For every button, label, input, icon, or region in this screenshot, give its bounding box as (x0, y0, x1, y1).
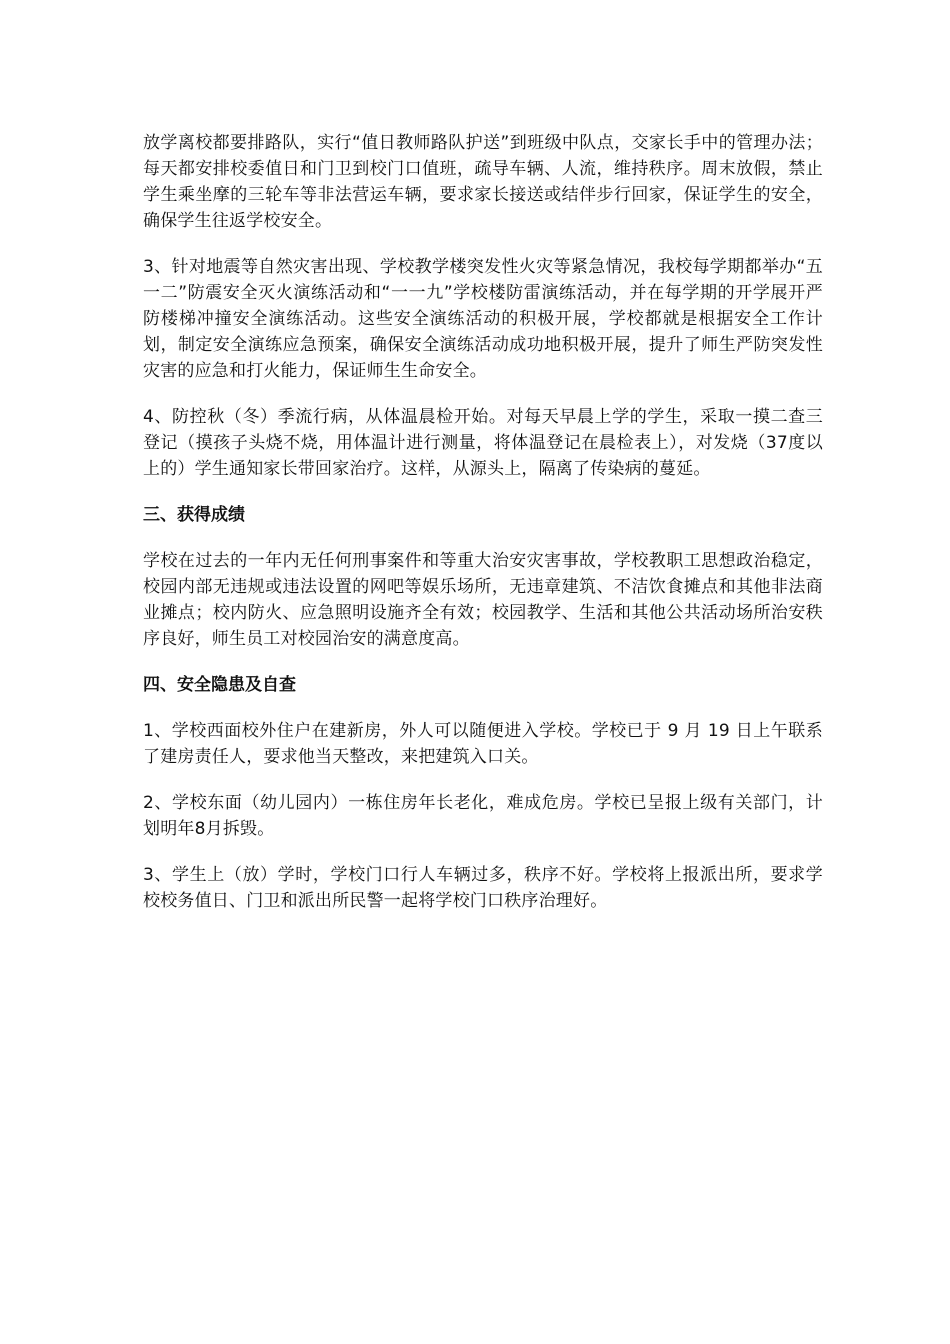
paragraph-hazard-1: 1、学校西面校外住户在建新房，外人可以随便进入学校。学校已于 9 月 19 日上午联系了建房责任人，要求他当天整改，来把建筑入口关。 (143, 721, 823, 767)
document-body (143, 130, 823, 934)
heading-section-3: 三、获得成绩 (143, 505, 245, 525)
paragraph-hazard-2: 2、学校东面（幼儿园内）一栋住房年长老化，难成危房。学校已呈报上级有关部门，计划明年8月拆毁。 (143, 793, 823, 839)
paragraph-achievements: 学校在过去的一年内无任何刑事案件和等重大治安灾害事故，学校教职工思想政治稳定，校园内部无违规或违法设置的网吧等娱乐场所，无违章建筑、不洁饮食摊点和其他非法商业摊点；校内防火、应急照明设施齐全有效；校园教学、生活和其他公共活动场所治安秩序良好，师生员工对校园治安的满意度高。 (143, 551, 823, 649)
heading-section-4: 四、安全隐患及自查 (143, 675, 296, 695)
paragraph-item-3-drills: 3、针对地震等自然灾害出现、学校教学楼突发性火灾等紧急情况，我校每学期都举办“五一二”防震安全灭火演练活动和“一一九”学校楼防雷演练活动，并在每学期的开学展开严防楼梯冲撞安全演练活动。这些安全演练活动的积极开展，学校都就是根据安全工作计划，制定安全演练应急预案，确保安全演练活动成功地积极开展，提升了师生严防突发性灾害的应急和打火能力，保证师生生命安全。 (143, 257, 823, 381)
paragraph-hazard-3: 3、学生上（放）学时，学校门口行人车辆过多，秩序不好。学校将上报派出所，要求学校校务值日、门卫和派出所民警一起将学校门口秩序治理好。 (143, 865, 823, 911)
paragraph-item-4-disease: 4、防控秋（冬）季流行病，从体温晨检开始。对每天早晨上学的学生，采取一摸二查三登记（摸孩子头烧不烧，用体温计进行测量，将体温登记在晨检表上），对发烧（37度以上的）学生通知家长带回家治疗。这样，从源头上，隔离了传染病的蔓延。 (143, 407, 823, 479)
paragraph-school-dismissal: 放学离校都要排路队，实行“值日教师路队护送”到班级中队点，交家长手中的管理办法；每天都安排校委值日和门卫到校门口值班，疏导车辆、人流，维持秩序。周末放假，禁止学生乘坐摩的三轮车等非法营运车辆，要求家长接送或结伴步行回家，保证学生的安全，确保学生往返学校安全。 (143, 133, 823, 231)
